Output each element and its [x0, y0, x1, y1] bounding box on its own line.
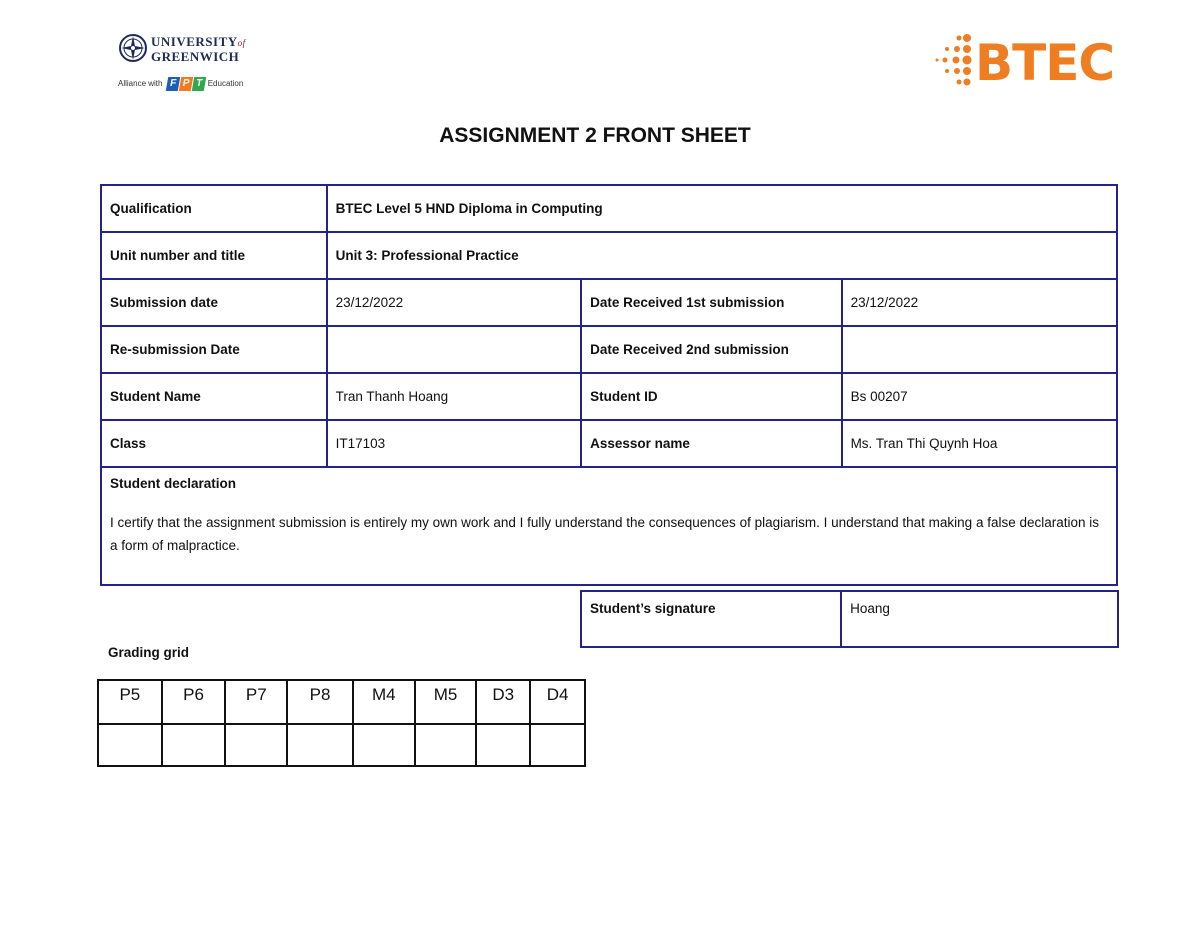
grade-result — [162, 724, 226, 766]
date-received-1-value: 23/12/2022 — [842, 279, 1117, 326]
student-id-label: Student ID — [581, 373, 841, 420]
page-title: ASSIGNMENT 2 FRONT SHEET — [439, 124, 751, 147]
grading-grid-label: Grading grid — [108, 645, 189, 660]
grade-result — [476, 724, 530, 766]
alliance-prefix: Alliance with — [118, 79, 163, 89]
resubmission-date-value — [327, 326, 581, 373]
fpt-letter-t: T — [191, 77, 205, 91]
fpt-logo — [167, 77, 206, 91]
grading-results-row — [98, 724, 585, 766]
grade-criterion: M5 — [415, 680, 477, 724]
university-of-greenwich-logo — [118, 33, 258, 95]
declaration-row — [101, 467, 1117, 585]
fpt-letter-p: P — [178, 77, 192, 91]
grade-criterion: P6 — [162, 680, 226, 724]
submission-date-label: Submission date — [101, 279, 327, 326]
resubmission-date-label: Re-submission Date — [101, 326, 327, 373]
date-received-2-label: Date Received 2nd submission — [581, 326, 841, 373]
signature-value: Hoang — [841, 591, 1118, 647]
grade-criterion: P8 — [287, 680, 353, 724]
grading-grid — [97, 679, 586, 767]
btec-logo — [935, 32, 1125, 94]
declaration-title: Student declaration — [110, 476, 237, 491]
alliance-line — [118, 77, 243, 91]
declaration-cell — [101, 467, 1117, 585]
grade-result — [225, 724, 287, 766]
grading-criteria-row — [98, 680, 585, 724]
grade-result — [353, 724, 415, 766]
class-label: Class — [101, 420, 327, 467]
qualification-label: Qualification — [101, 185, 327, 232]
grade-result — [530, 724, 585, 766]
qualification-value: BTEC Level 5 HND Diploma in Computing — [327, 185, 1117, 232]
university-line-2: GREENWICH — [151, 49, 240, 64]
grade-criterion: P7 — [225, 680, 287, 724]
grade-result — [287, 724, 353, 766]
signature-label: Student’s signature — [581, 591, 841, 647]
fpt-letter-f: F — [165, 77, 179, 91]
student-name-value: Tran Thanh Hoang — [327, 373, 581, 420]
unit-value: Unit 3: Professional Practice — [327, 232, 1117, 279]
grade-result — [415, 724, 477, 766]
assessor-label: Assessor name — [581, 420, 841, 467]
unit-row — [101, 232, 1117, 279]
compass-seal-icon — [118, 33, 148, 63]
declaration-text: I certify that the assignment submission is entirely my own work and I fully understand the consequences of plagiarism. I understand that making a false declaration is a form of malpractice. — [110, 515, 1100, 553]
student-row — [101, 373, 1117, 420]
grade-criterion: D4 — [530, 680, 585, 724]
grade-criterion: P5 — [98, 680, 162, 724]
university-of: of — [237, 38, 246, 48]
student-id-value: Bs 00207 — [842, 373, 1117, 420]
grade-result — [98, 724, 162, 766]
signature-row — [581, 591, 1118, 647]
btec-dots-icon — [935, 32, 975, 94]
student-name-label: Student Name — [101, 373, 327, 420]
grade-criterion: M4 — [353, 680, 415, 724]
class-row — [101, 420, 1117, 467]
resubmission-row — [101, 326, 1117, 373]
date-received-2-value — [842, 326, 1117, 373]
assessor-value: Ms. Tran Thi Quynh Hoa — [842, 420, 1117, 467]
qualification-row — [101, 185, 1117, 232]
unit-label: Unit number and title — [101, 232, 327, 279]
grade-criterion: D3 — [476, 680, 530, 724]
university-line-1: UNIVERSITY — [151, 34, 238, 49]
front-sheet-table — [100, 184, 1118, 586]
date-received-1-label: Date Received 1st submission — [581, 279, 841, 326]
university-name — [151, 35, 246, 64]
class-value: IT17103 — [327, 420, 581, 467]
submission-date-value: 23/12/2022 — [327, 279, 581, 326]
signature-table — [580, 590, 1119, 648]
alliance-suffix: Education — [207, 79, 244, 89]
btec-wordmark: BTEC — [975, 34, 1115, 92]
submission-row — [101, 279, 1117, 326]
